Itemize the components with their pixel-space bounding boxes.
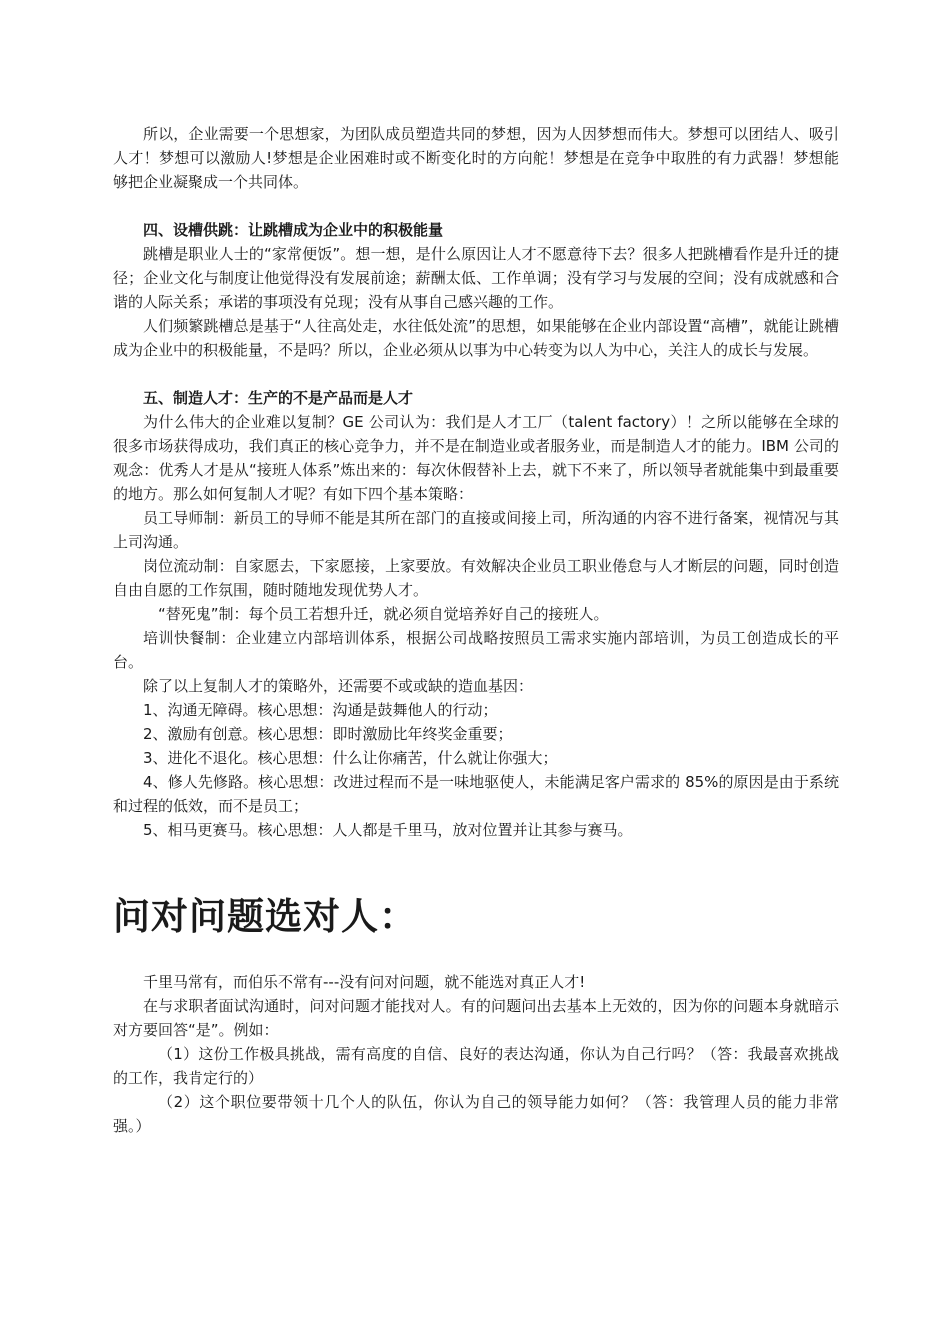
section4-paragraph-2: 人们频繁跳槽总是基于“人往高处走，水往低处流”的思想，如果能够在企业内部设置“高槽”，就能让跳槽成为企业中的积极能量，不是吗？所以，企业必须从以事为中心转变为以人为中心，关注人的成长与发展。 xyxy=(113,317,839,359)
list-item: 3、进化不退化。核心思想：什么让你痛苦，什么就让你强大； xyxy=(143,749,558,767)
section6-paragraph-2: 在与求职者面试沟通时，问对问题才能找对人。有的问题问出去基本上无效的，因为你的问题本身就暗示对方要回答“是”。例如： xyxy=(113,997,839,1039)
intro-paragraph: 所以，企业需要一个思想家，为团队成员塑造共同的梦想，因为人因梦想而伟大。梦想可以团结人、吸引人才！梦想可以激励人!梦想是企业困难时或不断变化时的方向舵！梦想是在竞争中取胜的有力武器！梦想能够把企业凝聚成一个共同体。 xyxy=(113,125,839,191)
spacer xyxy=(113,362,839,386)
section4-paragraph-1: 跳槽是职业人士的“家常便饭”。想一想，是什么原因让人才不愿意待下去？很多人把跳槽看作是升迁的捷径；企业文化与制度让他觉得没有发展前途；薪酬太低、工作单调；没有学习与发展的空间；没有成就感和合谐的人际关系；承诺的事项没有兑现；没有从事自己感兴趣的工作。 xyxy=(113,245,839,311)
section-heading-5: 五、制造人才：生产的不是产品而是人才 xyxy=(143,389,414,407)
section5-paragraph-mentor: 员工导师制：新员工的导师不能是其所在部门的直接或间接上司，所沟通的内容不进行备案，视情况与其上司沟通。 xyxy=(113,509,839,551)
list-item: 1、沟通无障碍。核心思想：沟通是鼓舞他人的行动； xyxy=(143,701,498,719)
document-page xyxy=(113,122,839,1138)
section-heading-4: 四、设槽供跳：让跳槽成为企业中的积极能量 xyxy=(143,221,444,239)
section6-paragraph-1: 千里马常有，而伯乐不常有---没有问对问题，就不能选对真正人才! xyxy=(143,973,586,991)
section5-paragraph-training: 培训快餐制：企业建立内部培训体系，根据公司战略按照员工需求实施内部培训，为员工创造成长的平台。 xyxy=(113,629,839,671)
example-question-2: （2）这个职位要带领十几个人的队伍，你认为自己的领导能力如何？（答：我管理人员的能力非常强。） xyxy=(113,1093,839,1135)
spacer xyxy=(113,194,839,218)
section5-paragraph-1: 为什么伟大的企业难以复制？GE 公司认为：我们是人才工厂（talent factory）！之所以能够在全球的很多市场获得成功，我们真正的核心竞争力，并不是在制造业或者服务业，而是制造人才的能力。IBM 公司的观念：优秀人才是从“接班人体系”炼出来的：每次休假替补上去，就下不来了，所以领导者就能集中到最重要的地方。那么如何复制人才呢？有如下四个基本策略： xyxy=(113,413,839,503)
list-item: 4、修人先修路。核心思想：改进过程而不是一味地驱使人，未能满足客户需求的 85%的原因是由于系统和过程的低效，而不是员工； xyxy=(113,773,839,815)
spacer xyxy=(113,842,839,890)
list-item: 2、激励有创意。核心思想：即时激励比年终奖金重要； xyxy=(143,725,513,743)
list-item: 5、相马更赛马。核心思想：人人都是千里马，放对位置并让其参与赛马。 xyxy=(143,821,633,839)
section5-paragraph-genes: 除了以上复制人才的策略外，还需要不或或缺的造血基因： xyxy=(143,677,534,695)
example-question-1: （1）这份工作极具挑战，需有高度的自信、良好的表达沟通，你认为自己行吗？（答：我最喜欢挑战的工作，我肯定行的） xyxy=(113,1045,839,1087)
section5-paragraph-rotation: 岗位流动制：自家愿去，下家愿接，上家要放。有效解决企业员工职业倦怠与人才断层的问题，同时创造自由自愿的工作氛围，随时随地发现优势人才。 xyxy=(113,557,839,599)
section-title: 问对问题选对人： xyxy=(113,894,417,938)
section5-paragraph-successor: “替死鬼”制：每个员工若想升迁，就必须自觉培养好自己的接班人。 xyxy=(158,605,609,623)
spacer xyxy=(113,942,839,970)
